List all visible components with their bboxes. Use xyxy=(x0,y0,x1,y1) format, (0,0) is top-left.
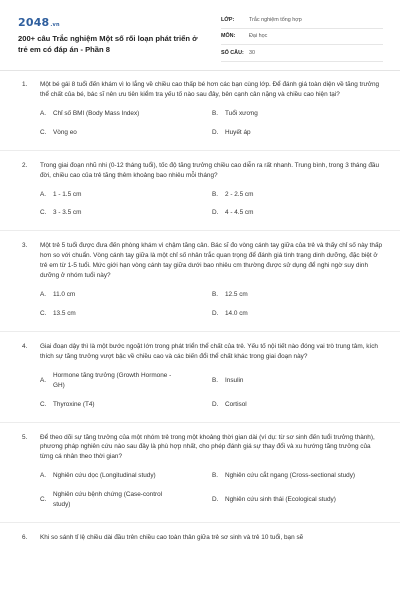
option-text: Nghiên cứu sinh thái (Ecological study) xyxy=(225,496,336,504)
option-letter: A. xyxy=(40,376,47,384)
option-text: 11.0 cm xyxy=(53,291,76,299)
option-c[interactable] xyxy=(40,400,212,410)
question-number: 1. xyxy=(22,81,28,88)
option-text: Nghiên cứu dọc (Longitudinal study) xyxy=(53,472,156,480)
question-number: 3. xyxy=(22,242,28,250)
meta-value: Trắc nghiệm tổng hợp xyxy=(249,16,302,23)
question-number: 2. xyxy=(22,161,28,169)
question-number: 6. xyxy=(22,534,28,542)
option-b[interactable] xyxy=(212,109,382,119)
question-text: Để theo dõi sự tăng trưởng của một nhóm trẻ trong một khoảng thời gian dài (ví dụ: từ sơ sinh đến tuổi trưởng thành), phương pháp nghiên cứu nào sau đây là phù hợp nhất, cho phép đánh giá sự thay đổi và xu hướng tăng trưởng của từng cá nhân theo thời gian? xyxy=(40,433,375,461)
page-title: 200+ câu Trắc nghiệm Một số rối loạn phát triển ở trẻ em có đáp án - Phần 8 xyxy=(18,34,198,55)
option-letter: B. xyxy=(212,291,219,299)
option-a[interactable] xyxy=(40,290,212,300)
option-letter: B. xyxy=(212,109,219,117)
option-text: Chỉ số BMI (Body Mass Index) xyxy=(53,109,140,117)
option-text: Cortisol xyxy=(225,400,247,408)
option-c[interactable] xyxy=(40,208,212,218)
option-text: 1 - 1.5 cm xyxy=(53,190,82,198)
question-5 xyxy=(0,423,400,524)
option-text: Huyết áp xyxy=(225,128,251,136)
option-d[interactable] xyxy=(212,309,382,319)
question-number: 5. xyxy=(22,433,28,441)
option-letter: C. xyxy=(40,128,47,136)
meta-table xyxy=(221,12,383,62)
option-letter: C. xyxy=(40,400,47,408)
meta-value: 30 xyxy=(249,49,255,56)
page-header xyxy=(0,0,400,70)
option-d[interactable] xyxy=(212,490,382,510)
meta-row-count xyxy=(221,45,383,62)
question-number: 4. xyxy=(22,342,28,350)
option-letter: A. xyxy=(40,472,47,480)
option-a[interactable] xyxy=(40,471,212,481)
option-d[interactable] xyxy=(212,400,382,410)
option-letter: D. xyxy=(212,496,219,504)
option-a[interactable] xyxy=(40,371,212,391)
options xyxy=(40,471,384,510)
option-letter: A. xyxy=(40,291,47,299)
option-a[interactable] xyxy=(40,109,212,119)
option-text: 3 - 3.5 cm xyxy=(53,209,82,217)
question-text: Khi so sánh tỉ lệ chiều dài đầu trên chiều cao toàn thân giữa trẻ sơ sinh và trẻ 10 tuổi, bạn sẽ xyxy=(40,534,304,542)
meta-value: Đại học xyxy=(249,33,268,40)
option-letter: A. xyxy=(40,190,47,198)
meta-row-class xyxy=(221,12,383,29)
question-1 xyxy=(0,80,400,151)
question-list xyxy=(0,80,400,543)
option-text: Vòng eo xyxy=(53,128,77,136)
option-text: Thyroxine (T4) xyxy=(53,400,95,408)
option-text: Nghiên cứu bệnh chứng (Case-control study) xyxy=(53,491,163,509)
option-a[interactable] xyxy=(40,190,212,200)
option-d[interactable] xyxy=(212,128,382,138)
options xyxy=(40,109,384,138)
options xyxy=(40,190,384,219)
option-letter: D. xyxy=(212,128,219,136)
option-letter: D. xyxy=(212,209,219,217)
option-letter: A. xyxy=(40,109,47,117)
option-text: 2 - 2.5 cm xyxy=(225,190,254,198)
options xyxy=(40,371,384,410)
question-text: Trong giai đoạn nhũ nhi (0-12 tháng tuổi), tốc độ tăng trưởng chiều cao diễn ra rất nhanh. Trung bình, trong 3 tháng đầu đời, chiều cao của trẻ tăng thêm khoảng bao nhiêu mỗi tháng? xyxy=(40,161,379,179)
option-letter: B. xyxy=(212,472,219,480)
option-b[interactable] xyxy=(212,471,382,481)
question-2 xyxy=(0,151,400,232)
site-logo[interactable] xyxy=(18,14,60,31)
option-c[interactable] xyxy=(40,309,212,319)
option-text: Insulin xyxy=(225,376,244,384)
question-6 xyxy=(0,523,400,543)
meta-row-subject xyxy=(221,29,383,46)
meta-key: LỚP: xyxy=(221,16,235,23)
option-letter: D. xyxy=(212,309,219,317)
option-letter: B. xyxy=(212,376,219,384)
header-divider xyxy=(0,70,400,71)
option-letter: B. xyxy=(212,190,219,198)
option-text: Nghiên cứu cắt ngang (Cross-sectional study) xyxy=(225,472,356,480)
option-text: 14.0 cm xyxy=(225,309,248,317)
option-letter: D. xyxy=(212,400,219,408)
option-b[interactable] xyxy=(212,190,382,200)
option-text: 4 - 4.5 cm xyxy=(225,209,254,217)
option-c[interactable] xyxy=(40,490,212,510)
option-b[interactable] xyxy=(212,371,382,391)
meta-key: SỐ CÂU: xyxy=(221,49,244,56)
logo-suffix: .vn xyxy=(50,22,60,28)
question-3 xyxy=(0,231,400,332)
question-4 xyxy=(0,332,400,423)
option-letter: C. xyxy=(40,496,47,504)
option-text: 13.5 cm xyxy=(53,309,76,317)
option-b[interactable] xyxy=(212,290,382,300)
option-text: 12.5 cm xyxy=(225,291,248,299)
option-letter: C. xyxy=(40,309,47,317)
options xyxy=(40,290,384,319)
option-letter: C. xyxy=(40,209,47,217)
question-text: Giai đoạn dậy thì là một bước ngoặt lớn trong phát triển thể chất của trẻ. Yếu tố nội tiết nào đóng vai trò trung tâm, kích thích sự tăng trưởng vượt bậc về chiều cao và các biến đổi thể chất khác trong giai đoạn này? xyxy=(40,342,378,360)
option-text: Hormone tăng trưởng (Growth Hormone - GH) xyxy=(53,371,172,389)
option-c[interactable] xyxy=(40,128,212,138)
meta-key: MÔN: xyxy=(221,33,236,40)
question-text: Một bé gái 8 tuổi đến khám vì lo lắng về chiều cao thấp bé hơn các bạn cùng lớp. Để đánh giá toàn diện về tăng trưởng thể chất của bé, bác sĩ nên ưu tiên kiểm tra yếu tố nào sau đây, bên cạnh cân nặng và chiều cao hiện tại? xyxy=(40,81,380,98)
option-d[interactable] xyxy=(212,208,382,218)
question-text: Một trẻ 5 tuổi được đưa đến phòng khám vì chậm tăng cân. Bác sĩ đo vòng cánh tay giữa của trẻ và thấy chỉ số này thấp hơn so với chuẩn. Vòng cánh tay giữa là một chỉ số nhân trắc quan trọng để đánh giá tình trạng dinh dưỡng, đặc biệt ở trẻ em từ 1-5 tuổi. Mức giới hạn vòng cánh tay giữa dưới bao nhiêu cm thường được sử dụng để nghi ngờ suy dinh dưỡng ở nhóm tuổi này? xyxy=(40,242,383,280)
logo-text: 2048 xyxy=(18,16,50,29)
option-text: Tuổi xương xyxy=(225,109,258,117)
